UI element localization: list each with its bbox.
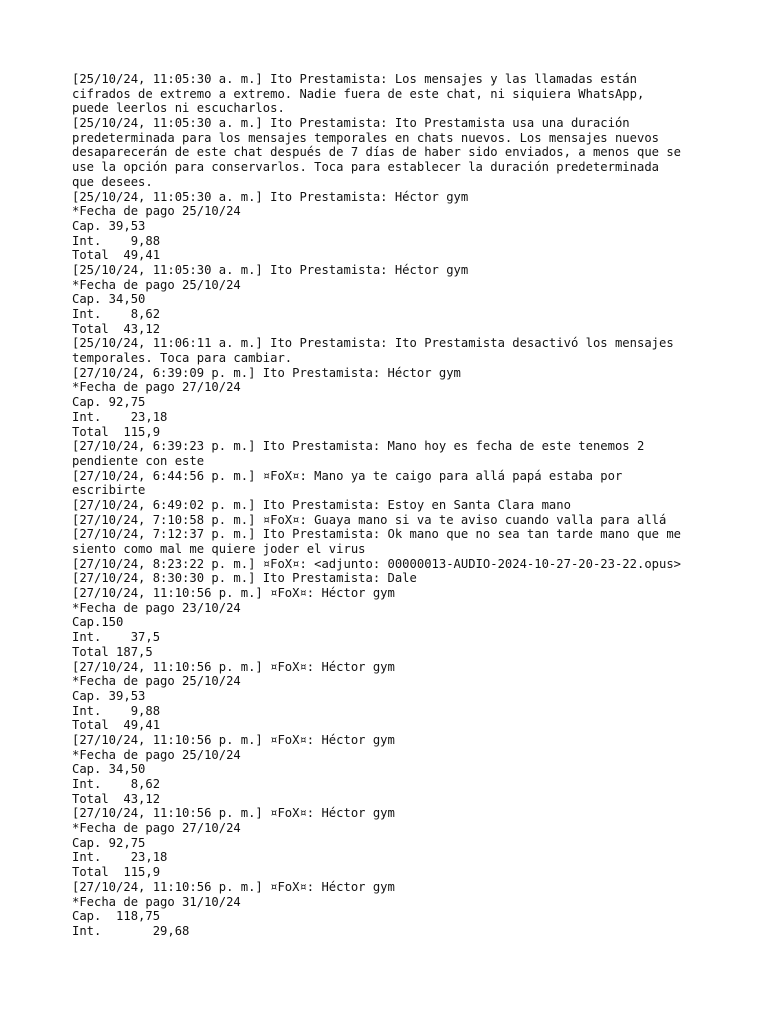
chat-log-line: *Fecha de pago 23/10/24 [72,600,241,615]
chat-log-line: Int. 23,18 [72,409,168,424]
chat-log-line: [27/10/24, 11:10:56 p. m.] ¤FoX¤: Héctor gym [72,659,395,674]
chat-log-line: [27/10/24, 11:10:56 p. m.] ¤FoX¤: Héctor gym [72,879,395,894]
chat-log-line: [27/10/24, 7:12:37 p. m.] Ito Prestamista: Ok mano que no sea tan tarde mano que me [72,527,682,542]
chat-log-line: Cap. 39,53 [72,218,146,233]
chat-log-line: Int. 9,88 [72,703,161,718]
chat-log-line: *Fecha de pago 27/10/24 [72,821,241,836]
chat-log-line: [27/10/24, 6:39:09 p. m.] Ito Prestamista: Héctor gym [72,365,461,380]
chat-log-line: siento como mal me quiere joder el virus [72,542,366,556]
chat-log-line: cifrados de extremo a extremo. Nadie fuera de este chat, ni siquiera WhatsApp, [72,86,645,101]
chat-log-line: *Fecha de pago 25/10/24 [72,674,241,689]
chat-log-line: Int. 37,5 [72,630,161,645]
chat-log-line: [25/10/24, 11:05:30 a. m.] Ito Prestamista: Héctor gym [72,262,469,277]
chat-log-line: [27/10/24, 11:10:56 p. m.] ¤FoX¤: Héctor gym [72,586,395,601]
chat-log-line: Total 49,41 [72,248,161,263]
chat-log-line: Cap. 34,50 [72,762,146,777]
chat-log-line: Cap. 34,50 [72,292,146,307]
chat-log-line: *Fecha de pago 25/10/24 [72,747,241,762]
chat-log-line: Int. 8,62 [72,307,161,321]
chat-log-line: Cap.150 [72,615,124,630]
chat-log-line: Int. 9,88 [72,233,161,248]
chat-log-line: Total 187,5 [72,644,153,659]
chat-log-line: [27/10/24, 6:39:23 p. m.] Ito Prestamista: Mano hoy es fecha de este tenemos 2 [72,439,645,454]
chat-log-line: Total 115,9 [72,865,161,880]
chat-log-line: [25/10/24, 11:05:30 a. m.] Ito Prestamista: Héctor gym [72,189,469,204]
chat-log-line: [27/10/24, 11:10:56 p. m.] ¤FoX¤: Héctor gym [72,806,395,821]
chat-log-line: puede leerlos ni escucharlos. [72,101,285,116]
chat-log-line: que desees. [72,174,153,189]
chat-log-line: [25/10/24, 11:05:30 a. m.] Ito Prestamista: Ito Prestamista usa una duración [72,116,630,131]
chat-log-line: [25/10/24, 11:05:30 a. m.] Ito Prestamista: Los mensajes y las llamadas están [72,72,637,86]
chat-log-line: [27/10/24, 11:10:56 p. m.] ¤FoX¤: Héctor gym [72,732,395,747]
chat-log-line: use la opción para conservarlos. Toca para establecer la duración predeterminada [72,160,659,175]
chat-log-line: Total 115,9 [72,424,161,439]
chat-log-line: escribirte [72,483,146,498]
chat-log-line: Total 43,12 [72,321,161,336]
chat-log-line: Int. 8,62 [72,777,161,791]
chat-log-line: *Fecha de pago 31/10/24 [72,894,241,909]
chat-log-line: [27/10/24, 7:10:58 p. m.] ¤FoX¤: Guaya mano si va te aviso cuando valla para allá [72,512,667,527]
chat-log-line: [25/10/24, 11:06:11 a. m.] Ito Prestamista: Ito Prestamista desactivó los mensajes [72,336,674,351]
chat-log-line: Cap. 39,53 [72,688,146,703]
document-page [72,72,732,939]
chat-log-line: *Fecha de pago 25/10/24 [72,277,241,292]
chat-log-line: Int. 23,18 [72,850,168,865]
chat-log-line: [27/10/24, 6:49:02 p. m.] Ito Prestamista: Estoy en Santa Clara mano [72,497,571,512]
chat-log-line: Cap. 92,75 [72,395,146,410]
chat-log-line: *Fecha de pago 27/10/24 [72,380,241,395]
chat-log-line: desaparecerán de este chat después de 7 días de haber sido enviados, a menos que se [72,145,682,160]
chat-log-line: [27/10/24, 8:30:30 p. m.] Ito Prestamista: Dale [72,571,417,586]
chat-log-line: Int. 29,68 [72,923,190,938]
chat-log-line: Cap. 92,75 [72,835,146,850]
chat-log-line: pendiente con este [72,453,205,468]
chat-log-line: Total 49,41 [72,718,161,733]
chat-log-line: predeterminada para los mensajes temporales en chats nuevos. Los mensajes nuevos [72,130,659,145]
chat-log-line: temporales. Toca para cambiar. [72,351,293,366]
chat-log-line: Total 43,12 [72,791,161,806]
chat-log-line: Cap. 118,75 [72,909,161,924]
chat-log-line: *Fecha de pago 25/10/24 [72,204,241,219]
chat-log-line: [27/10/24, 8:23:22 p. m.] ¤FoX¤: <adjunto: 00000013-AUDIO-2024-10-27-20-23-22.opus> [72,556,682,571]
chat-log-line: [27/10/24, 6:44:56 p. m.] ¤FoX¤: Mano ya te caigo para allá papá estaba por [72,468,623,483]
